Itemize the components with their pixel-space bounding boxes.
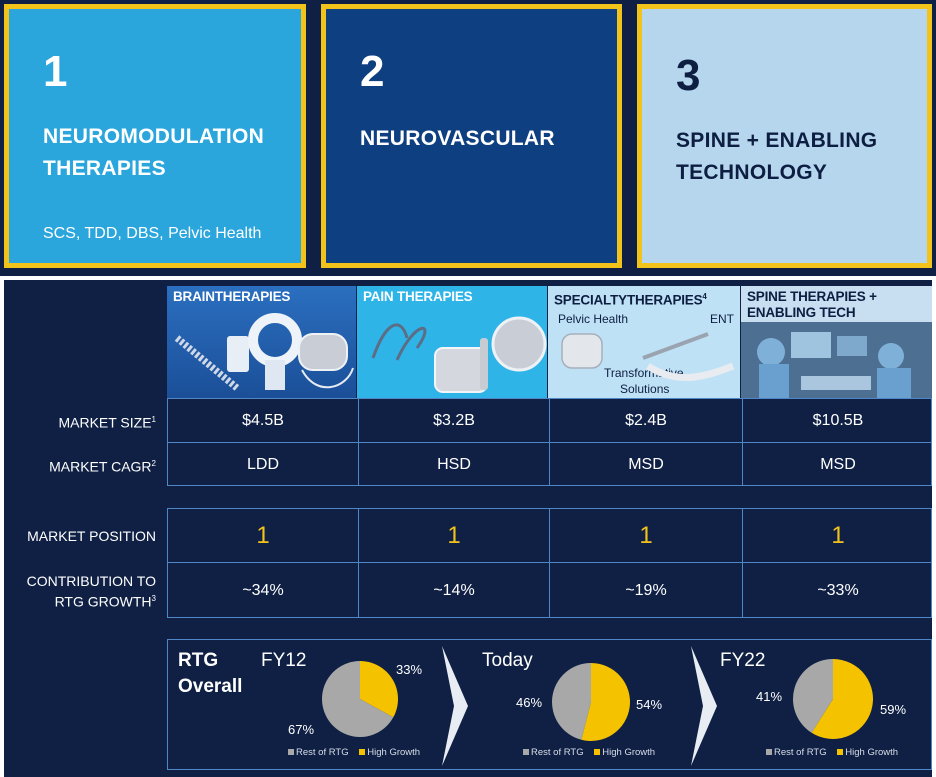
label-transformative: Transformative bbox=[604, 366, 684, 380]
specialty-devices-image bbox=[548, 326, 740, 398]
segment-number: 3 bbox=[676, 51, 701, 100]
segment-card-neurovascular bbox=[321, 4, 622, 268]
label-solutions: Solutions bbox=[620, 382, 670, 396]
pain-devices-image bbox=[357, 308, 547, 398]
legend-swatch-yellow bbox=[594, 749, 600, 755]
row-label-market-cagr: MARKET CAGR$^2$ bbox=[49, 458, 156, 475]
segment-subtitle: SCS, TDD, DBS, Pelvic Health bbox=[43, 225, 262, 242]
contribution-value: ~14% bbox=[358, 563, 549, 618]
market-position-value: 1 bbox=[358, 509, 549, 562]
label-ent: ENT bbox=[710, 312, 734, 326]
pie-legend: Rest of RTG High Growth bbox=[523, 747, 655, 758]
segment-card-spine bbox=[637, 4, 932, 268]
column-header-pain-therapies: PAIN THERAPIES bbox=[357, 286, 547, 398]
label-pelvic-health: Pelvic Health bbox=[558, 312, 629, 326]
pie-fy22 bbox=[792, 658, 874, 740]
legend-swatch-yellow bbox=[359, 749, 365, 755]
market-position-value: 1 bbox=[549, 509, 742, 562]
legend-swatch-yellow bbox=[837, 749, 843, 755]
pie-value-label: 46% bbox=[516, 695, 543, 710]
column-header-brain-therapies: BRAINTHERAPIES bbox=[167, 286, 356, 398]
legend-swatch-gray bbox=[766, 749, 772, 755]
segment-title: SPINE + ENABLING TECHNOLOGY bbox=[676, 129, 878, 184]
column-header-spine-therapies: SPINE THERAPIES + ENABLING TECH bbox=[741, 286, 932, 398]
operating-room-image bbox=[741, 322, 932, 398]
market-cagr-value: HSD bbox=[358, 443, 549, 486]
segment-title: NEUROMODULATION THERAPIES bbox=[43, 125, 265, 180]
pie-label-fy22: FY22 bbox=[720, 650, 766, 671]
market-position-value: 1 bbox=[742, 509, 933, 562]
market-cagr-value: MSD bbox=[742, 443, 933, 486]
pie-value-label: 41% bbox=[756, 689, 783, 704]
chart-title: RTG Overall bbox=[178, 650, 243, 697]
segment-number: 2 bbox=[360, 47, 385, 96]
column-header-specialty-therapies: SPECIALTYTHERAPIES$^4$ Pelvic Health ENT Transformative Solutions bbox=[548, 286, 740, 398]
pie-label-fy12: FY12 bbox=[261, 650, 307, 671]
pie-value-label: 67% bbox=[288, 722, 315, 737]
pie-label-today: Today bbox=[482, 650, 533, 671]
segment-card-neuromodulation bbox=[4, 4, 306, 268]
pie-value-label: 54% bbox=[636, 697, 663, 712]
market-size-value: $2.4B bbox=[549, 399, 742, 442]
pie-fy12 bbox=[321, 660, 399, 738]
pie-legend: Rest of RTG High Growth bbox=[766, 747, 898, 758]
rtg-overall-chart bbox=[167, 639, 932, 770]
legend-swatch-gray bbox=[288, 749, 294, 755]
legend-swatch-gray bbox=[523, 749, 529, 755]
market-cagr-value: LDD bbox=[246, 455, 279, 473]
market-size-value: $3.2B bbox=[358, 399, 549, 442]
market-cagr-value: MSD bbox=[549, 443, 742, 486]
segment-number: 1 bbox=[43, 47, 68, 96]
position-contribution-grid bbox=[167, 508, 932, 618]
contribution-value: ~34% bbox=[242, 581, 284, 599]
brain-devices-image bbox=[167, 308, 356, 398]
chevron-right-icon bbox=[689, 646, 719, 766]
market-size-value: $10.5B bbox=[742, 399, 933, 442]
contribution-value: ~19% bbox=[549, 563, 742, 618]
market-position-value: 1 bbox=[256, 521, 270, 549]
segment-title: NEUROVASCULAR bbox=[360, 127, 555, 150]
market-size-cagr-grid bbox=[167, 398, 932, 486]
segments-banner bbox=[0, 0, 936, 276]
row-label-market-position: MARKET POSITION bbox=[27, 528, 156, 544]
chevron-right-icon bbox=[440, 646, 470, 766]
pie-value-label: 59% bbox=[880, 702, 907, 717]
pie-legend: Rest of RTG High Growth bbox=[288, 747, 420, 758]
contribution-value: ~33% bbox=[742, 563, 933, 618]
pie-today bbox=[551, 662, 631, 742]
row-label-market-size: MARKET SIZE$^1$ bbox=[58, 414, 156, 431]
therapies-table bbox=[4, 280, 932, 777]
pie-value-label: 33% bbox=[396, 662, 423, 677]
market-size-value: $4.5B bbox=[242, 411, 284, 429]
row-label-contribution: CONTRIBUTION TO RTG GROWTH$^3$ bbox=[26, 573, 156, 610]
